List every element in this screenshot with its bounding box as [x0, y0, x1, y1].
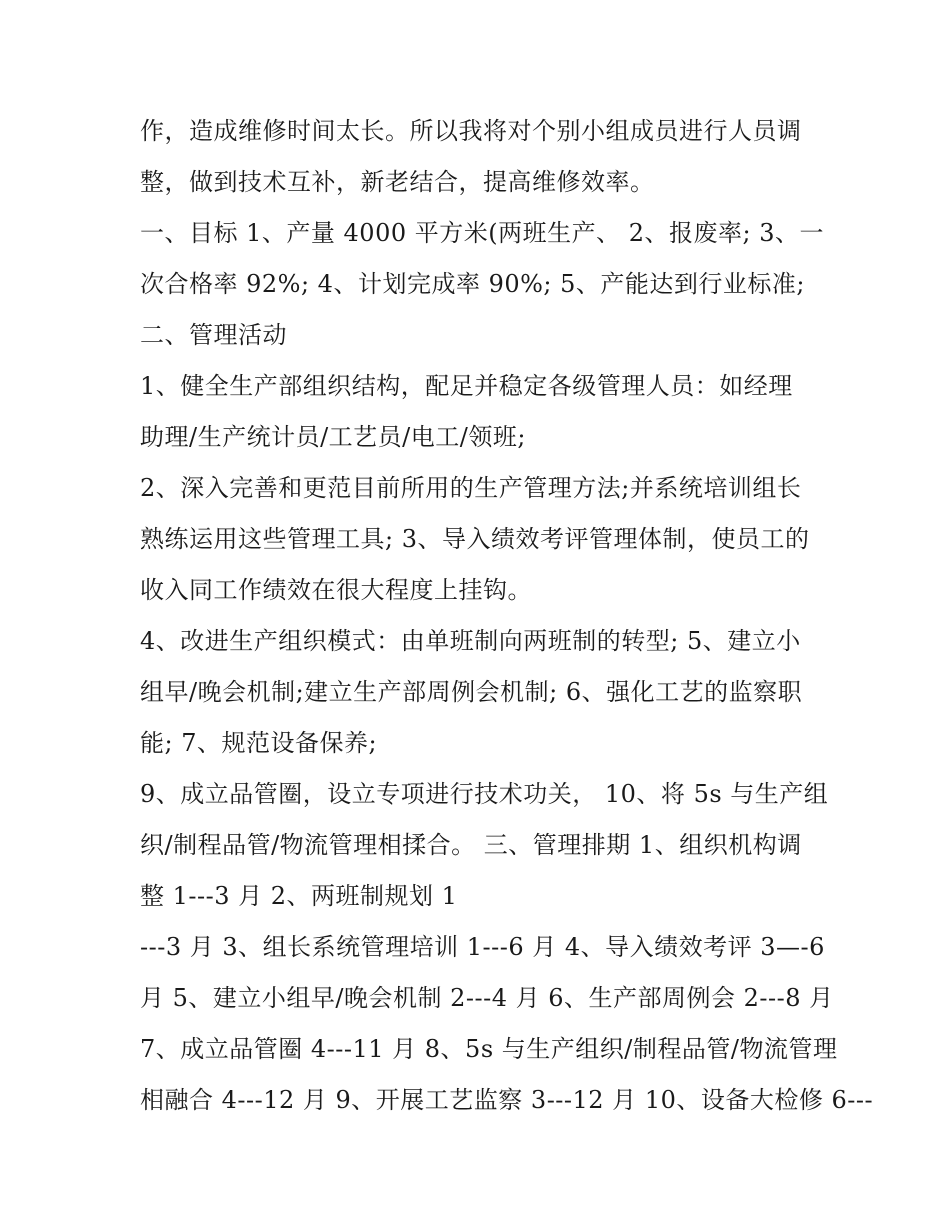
- text-line: 组早/晚会机制;建立生产部周例会机制; 6、强化工艺的监察职: [140, 678, 803, 706]
- document-body: [140, 106, 874, 1126]
- text-line: 2、深入完善和更范目前所用的生产管理方法;并系统培训组长: [140, 474, 802, 502]
- text-line: 助理/生产统计员/工艺员/电工/领班;: [140, 423, 526, 451]
- text-line: 次合格率 92%; 4、计划完成率 90%; 5、产能达到行业标准;: [140, 270, 805, 298]
- text-line: 作，造成维修时间太长。所以我将对个别小组成员进行人员调: [140, 117, 802, 145]
- text-line: 能; 7、规范设备保养;: [140, 729, 378, 757]
- text-line: 月 5、建立小组早/晚会机制 2---4 月 6、生产部周例会 2---8 月: [140, 984, 834, 1012]
- text-line: 7、成立品管圈 4---11 月 8、5s 与生产组织/制程品管/物流管理: [140, 1035, 838, 1063]
- text-line: 4、改进生产组织模式：由单班制向两班制的转型; 5、建立小: [140, 627, 801, 655]
- section-heading: 二、管理活动: [140, 321, 287, 349]
- text-line: 9、成立品管圈，设立专项进行技术功关， 10、将 5s 与生产组: [140, 780, 829, 808]
- text-line: 织/制程品管/物流管理相揉合。 三、管理排期 1、组织机构调: [140, 831, 802, 859]
- text-line: 整，做到技术互补，新老结合，提高维修效率。: [140, 168, 655, 196]
- text-line: 整 1---3 月 2、两班制规划 1: [140, 882, 458, 910]
- text-line: 收入同工作绩效在很大程度上挂钩。: [140, 576, 532, 604]
- text-line: 相融合 4---12 月 9、开展工艺监察 3---12 月 10、设备大检修 6---: [140, 1086, 874, 1114]
- text-line: 1、健全生产部组织结构，配足并稳定各级管理人员：如经理: [140, 372, 793, 400]
- text-line: 熟练运用这些管理工具; 3、导入绩效考评管理体制，使员工的: [140, 525, 810, 553]
- text-line: ---3 月 3、组长系统管理培训 1---6 月 4、导入绩效考评 3—-6: [140, 933, 825, 961]
- text-line: 一、目标 1、产量 4000 平方米(两班生产、 2、报废率; 3、一: [140, 219, 824, 247]
